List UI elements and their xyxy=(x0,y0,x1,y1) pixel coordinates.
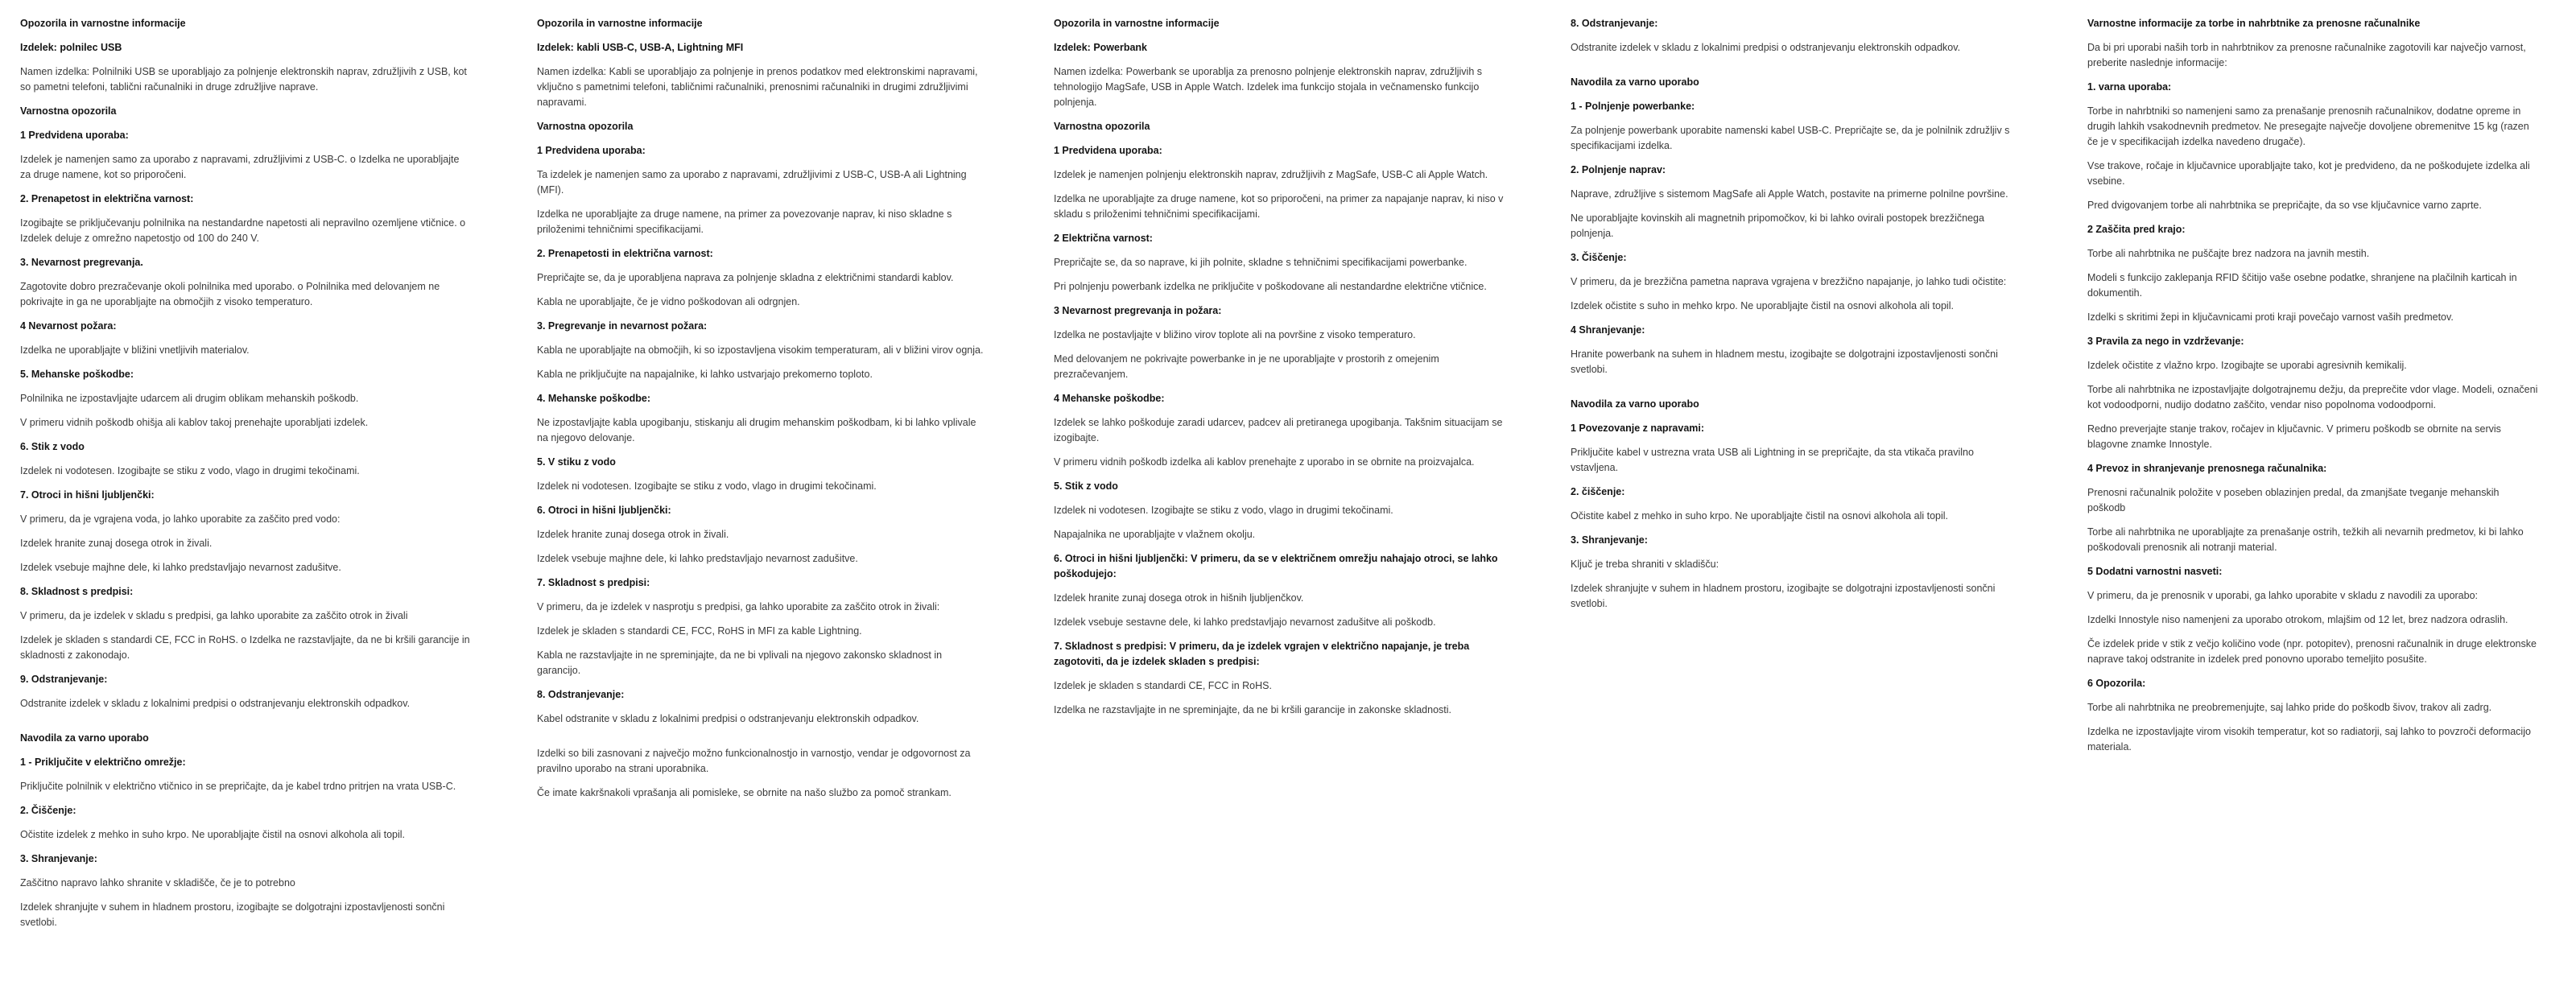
section-heading: 2 Električna varnost: xyxy=(1054,233,1153,244)
paragraph: V primeru, da je brezžična pametna naprava vgrajena v brezžično napajanje, jo lahko tudi očistite: xyxy=(1571,276,2007,287)
paragraph: Med delovanjem ne pokrivajte powerbanke in je ne uporabljajte v prostorih z omejenim prezračevanjem. xyxy=(1054,353,1439,380)
paragraph: Odstranite izdelek v skladu z lokalnimi predpisi o odstranjevanju elektronskih odpadkov. xyxy=(20,698,411,709)
section-heading: Navodila za varno uporabo xyxy=(1571,76,1699,88)
section-heading: Opozorila in varnostne informacije xyxy=(20,18,186,29)
paragraph: Očistite kabel z mehko in suho krpo. Ne uporabljajte čistil na osnovi alkohola ali topil. xyxy=(1571,510,1948,522)
paragraph: Kabel odstranite v skladu z lokalnimi predpisi o odstranjevanju elektronskih odpadkov. xyxy=(537,713,919,724)
section-heading: 2. Polnjenje naprav: xyxy=(1571,164,1666,175)
paragraph: V primeru, da je vgrajena voda, jo lahko uporabite za zaščito pred vodo: xyxy=(20,513,341,525)
section-heading: 1 Predvidena uporaba: xyxy=(1054,145,1162,156)
paragraph: Kabla ne uporabljajte, če je vidno poškodovan ali odrgnjen. xyxy=(537,296,800,307)
paragraph: Vse trakove, ročaje in ključavnice uporabljajte tako, kot je predvideno, da ne poškodujete izdelka ali vsebine. xyxy=(2087,160,2530,187)
paragraph: Izdelek ni vodotesen. Izogibajte se stiku z vodo, vlago in drugimi tekočinami. xyxy=(537,480,877,492)
paragraph: Torbe ali nahrbtnika ne uporabljajte za prenašanje ostrih, težkih ali nevarnih predmetov, ki bi lahko poškodovali prenosnik ali notranji material. xyxy=(2087,526,2524,553)
paragraph: Zagotovite dobro prezračevanje okoli polnilnika med uporabo. o Polnilnika med delovanjem ne pokrivajte in ga ne uporabljajte na območjih z visoko temperaturo. xyxy=(20,281,440,307)
paragraph: Izogibajte se priključevanju polnilnika na nestandardne napetosti ali nepravilno ozemljene vtičnice. o Izdelek deluje z omrežno napetostjo od 100 do 240 V. xyxy=(20,217,466,244)
paragraph: Modeli s funkcijo zaklepanja RFID ščitijo vaše osebne podatke, shranjene na plačilnih karticah in dokumentih. xyxy=(2087,272,2517,299)
section-heading: 8. Odstranjevanje: xyxy=(1571,18,1658,29)
section-heading: 7. Skladnost s predpisi: xyxy=(537,577,650,588)
paragraph: Izdelek je skladen s standardi CE, FCC in RoHS. o Izdelka ne razstavljajte, da ne bi kršili garancije in skladnosti z zakonodajo. xyxy=(20,634,470,661)
paragraph: V primeru, da je izdelek v nasprotju s predpisi, ga lahko uporabite za zaščito otrok in živali: xyxy=(537,601,940,612)
section-heading: 8. Skladnost s predpisi: xyxy=(20,586,134,597)
section-heading: 6. Otroci in hišni ljubljenčki: xyxy=(537,505,671,516)
section-heading: 5. V stiku z vodo xyxy=(537,456,616,468)
paragraph: Izdelek shranjujte v suhem in hladnem prostoru, izogibajte se dolgotrajni izpostavljenosti sončni svetlobi. xyxy=(20,901,445,928)
text-column-3 xyxy=(1054,16,1505,1006)
section-heading: 2 Zaščita pred krajo: xyxy=(2087,224,2186,235)
paragraph: Izdelek vsebuje majhne dele, ki lahko predstavljajo nevarnost zadušitve. xyxy=(537,553,858,564)
text-column-2 xyxy=(537,16,988,1006)
paragraph: Polnilnika ne izpostavljajte udarcem ali drugim oblikam mehanskih poškodb. xyxy=(20,393,359,404)
paragraph: Izdelka ne postavljajte v bližino virov toplote ali na površine z visoko temperaturo. xyxy=(1054,329,1416,340)
section-heading: 1 Predvidena uporaba: xyxy=(537,145,646,156)
paragraph: Izdelek očistite s suho in mehko krpo. Ne uporabljajte čistil na osnovi alkohola ali topil. xyxy=(1571,300,1954,311)
section-heading: 6. Stik z vodo xyxy=(20,441,85,452)
paragraph: Namen izdelka: Polnilniki USB se uporabljajo za polnjenje elektronskih naprav, združljivih z USB, kot so pametni telefoni, tablični računalniki in druge združljive naprave. xyxy=(20,66,467,93)
paragraph: Napajalnika ne uporabljajte v vlažnem okolju. xyxy=(1054,529,1256,540)
section-heading: 4 Mehanske poškodbe: xyxy=(1054,393,1165,404)
section-heading: 2. čiščenje: xyxy=(1571,486,1625,497)
paragraph: Izdelek hranite zunaj dosega otrok in živali. xyxy=(537,529,729,540)
paragraph: Izdelek je namenjen polnjenju elektronskih naprav, združljivih z MagSafe, USB-C ali Apple Watch. xyxy=(1054,169,1488,180)
section-heading: 1 Povezovanje z napravami: xyxy=(1571,423,1705,434)
section-heading: 2. Prenapetost in električna varnost: xyxy=(20,193,194,204)
paragraph: Izdelek ni vodotesen. Izogibajte se stiku z vodo, vlago in drugimi tekočinami. xyxy=(1054,505,1393,516)
paragraph: Izdelek očistite z vlažno krpo. Izogibajte se uporabi agresivnih kemikalij. xyxy=(2087,360,2407,371)
section-heading: 3. Pregrevanje in nevarnost požara: xyxy=(537,320,708,332)
paragraph: Izdelka ne uporabljajte za druge namene, na primer za povezovanje naprav, ki niso skladne s priloženimi tehničnimi specifikacijami. xyxy=(537,208,952,235)
paragraph: Izdelek vsebuje sestavne dele, ki lahko predstavljajo nevarnost zadušitve ali poškodb. xyxy=(1054,616,1436,628)
paragraph: Izdelek hranite zunaj dosega otrok in hišnih ljubljenčkov. xyxy=(1054,592,1304,604)
paragraph: Redno preverjajte stanje trakov, ročajev in ključavnic. V primeru poškodb se obrnite na servis blagovne znamke Innostyle. xyxy=(2087,423,2501,450)
paragraph: Izdelek ni vodotesen. Izogibajte se stiku z vodo, vlago in drugimi tekočinami. xyxy=(20,465,360,476)
section-heading: 7. Otroci in hišni ljubljenčki: xyxy=(20,489,155,501)
paragraph: Za polnjenje powerbank uporabite namenski kabel USB-C. Prepričajte se, da je polnilnik združljiv s specifikacijami izdelka. xyxy=(1571,125,2010,151)
paragraph: Izdelek shranjujte v suhem in hladnem prostoru, izogibajte se dolgotrajni izpostavljenosti sončni svetlobi. xyxy=(1571,583,1996,609)
section-heading: 5. Mehanske poškodbe: xyxy=(20,369,134,380)
section-heading: 5. Stik z vodo xyxy=(1054,480,1118,492)
paragraph: Hranite powerbank na suhem in hladnem mestu, izogibajte se dolgotrajni izpostavljenosti sončni svetlobi. xyxy=(1571,348,1998,375)
paragraph: Izdelek je skladen s standardi CE, FCC, RoHS in MFI za kable Lightning. xyxy=(537,625,862,637)
section-heading: 3. Nevarnost pregrevanja. xyxy=(20,257,143,268)
section-heading: Izdelek: polnilec USB xyxy=(20,42,122,53)
paragraph: Ključ je treba shraniti v skladišču: xyxy=(1571,559,1719,570)
paragraph: Kabla ne uporabljajte na območjih, ki so izpostavljena visokim temperaturam, ali v bližini virov ognja. xyxy=(537,344,984,356)
paragraph: Prepričajte se, da so naprave, ki jih polnite, skladne s tehničnimi specifikacijami powerbanke. xyxy=(1054,257,1468,268)
section-heading: 3 Pravila za nego in vzdrževanje: xyxy=(2087,336,2244,347)
section-heading: Izdelek: Powerbank xyxy=(1054,42,1148,53)
paragraph: Izdelki so bili zasnovani z največjo možno funkcionalnostjo in varnostjo, vendar je odgovornost za pravilno uporabo na strani uporabnika. xyxy=(537,748,971,774)
section-heading: 6 Opozorila: xyxy=(2087,678,2146,689)
paragraph: Izdelki Innostyle niso namenjeni za uporabo otrokom, mlajšim od 12 let, brez nadzora odraslih. xyxy=(2087,614,2508,625)
section-heading: 1 - Priključite v električno omrežje: xyxy=(20,757,186,768)
paragraph: V primeru, da je izdelek v skladu s predpisi, ga lahko uporabite za zaščito otrok in živali xyxy=(20,610,408,621)
section-heading: 1. varna uporaba: xyxy=(2087,81,2172,93)
paragraph: Izdelka ne uporabljajte za druge namene, kot so priporočeni, na primer za napajanje naprav, ki niso v skladu s priloženimi tehničnimi specifikacijami. xyxy=(1054,193,1504,220)
paragraph: Izdelek hranite zunaj dosega otrok in živali. xyxy=(20,538,213,549)
section-heading: Varnostne informacije za torbe in nahrbtnike za prenosne računalnike xyxy=(2087,18,2421,29)
paragraph: Kabla ne priključujte na napajalnike, ki lahko ustvarjajo prekomerno toploto. xyxy=(537,369,873,380)
paragraph: V primeru, da je prenosnik v uporabi, ga lahko uporabite v skladu z navodili za uporabo: xyxy=(2087,590,2479,601)
section-heading: 1 - Polnjenje powerbanke: xyxy=(1571,101,1695,112)
paragraph: Očistite izdelek z mehko in suho krpo. Ne uporabljajte čistil na osnovi alkohola ali topil. xyxy=(20,829,406,840)
paragraph: Torbe in nahrbtniki so namenjeni samo za prenašanje prenosnih računalnikov, dodatne opreme in drugih lahkih vsakodnevnih predmetov. Ne presegajte največje dovoljene obremenitve 15 kg (razen če je v specifikacijah izdelka navedeno drugače). xyxy=(2087,105,2529,147)
section-heading: Navodila za varno uporabo xyxy=(20,732,149,744)
paragraph: Izdelka ne uporabljajte v bližini vnetljivih materialov. xyxy=(20,344,250,356)
paragraph: Priključite polnilnik v električno vtičnico in se prepričajte, da je kabel trdno pritrjen na vrata USB-C. xyxy=(20,781,456,792)
section-heading: 1 Predvidena uporaba: xyxy=(20,130,129,141)
section-heading: 5 Dodatni varnostni nasveti: xyxy=(2087,566,2223,577)
paragraph: Izdelka ne razstavljajte in ne spreminjajte, da ne bi kršili garancije in zakonske skladnosti. xyxy=(1054,704,1452,715)
paragraph: Priključite kabel v ustrezna vrata USB ali Lightning in se prepričajte, da sta vtikača pravilno vstavljena. xyxy=(1571,447,1974,473)
section-heading: 4 Shranjevanje: xyxy=(1571,324,1645,336)
section-heading: 3. Shranjevanje: xyxy=(20,853,97,864)
paragraph: Izdelek se lahko poškoduje zaradi udarcev, padcev ali pretiranega upogibanja. Takšnim situacijam se izogibajte. xyxy=(1054,417,1503,443)
section-heading: 2. Prenapetosti in električna varnost: xyxy=(537,248,713,259)
paragraph: Izdelek je skladen s standardi CE, FCC in RoHS. xyxy=(1054,680,1272,691)
section-heading: 3. Shranjevanje: xyxy=(1571,534,1648,546)
section-heading: Varnostna opozorila xyxy=(1054,121,1150,132)
paragraph: Namen izdelka: Kabli se uporabljajo za polnjenje in prenos podatkov med elektronskimi napravami, vključno s pametnimi telefoni, tabličnimi računalniki, prenosnimi računalniki in drugimi združljivimi napravami. xyxy=(537,66,978,108)
section-heading: 6. Otroci in hišni ljubljenčki: V primeru, da se v električnem omrežju nahajajo otroci, se lahko poškodujejo: xyxy=(1054,553,1498,579)
paragraph: Torbe ali nahrbtnika ne preobremenjujte, saj lahko pride do poškodb šivov, trakov ali zadrg. xyxy=(2087,702,2492,713)
section-heading: 4 Prevoz in shranjevanje prenosnega računalnika: xyxy=(2087,463,2327,474)
section-heading: Navodila za varno uporabo xyxy=(1571,398,1699,410)
paragraph: Če imate kakršnakoli vprašanja ali pomisleke, se obrnite na našo službo za pomoč strankam. xyxy=(537,787,952,798)
paragraph: Pri polnjenju powerbank izdelka ne priključite v poškodovane ali nestandardne električne vtičnice. xyxy=(1054,281,1487,292)
section-heading: 7. Skladnost s predpisi: V primeru, da je izdelek vgrajen v električno napajanje, je treba zagotoviti, da je izdelek skladen s predpisi: xyxy=(1054,641,1470,667)
paragraph: V primeru vidnih poškodb izdelka ali kablov prenehajte z uporabo in se obrnite na proizvajalca. xyxy=(1054,456,1475,468)
paragraph: Kabla ne razstavljajte in ne spreminjajte, da ne bi vplivali na njegovo zakonsko skladnost in garancijo. xyxy=(537,649,943,676)
paragraph: Da bi pri uporabi naših torb in nahrbtnikov za prenosne računalnike zagotovili kar največjo varnost, preberite naslednje informacije: xyxy=(2087,42,2526,68)
paragraph: Ne uporabljajte kovinskih ali magnetnih pripomočkov, ki bi lahko ovirali postopek brezžičnega polnjenja. xyxy=(1571,212,1984,239)
section-heading: 3. Čiščenje: xyxy=(1571,252,1627,263)
paragraph: Torbe ali nahrbtnika ne izpostavljajte dolgotrajnemu dežju, da preprečite vdor vlage. Modeli, označeni kot vodoodporni, nudijo dodatno zaščito, vendar niso popolnoma vodoodporni. xyxy=(2087,384,2538,410)
section-heading: Varnostna opozorila xyxy=(537,121,634,132)
text-column-4 xyxy=(1571,16,2021,1006)
paragraph: V primeru vidnih poškodb ohišja ali kablov takoj prenehajte uporabljati izdelek. xyxy=(20,417,369,428)
paragraph: Namen izdelka: Powerbank se uporablja za prenosno polnjenje elektronskih naprav, združljivih s tehnologijo MagSafe, USB in Apple Watch. Izdelek ima funkcijo stojala in večnamensko funkcijo polnjenja. xyxy=(1054,66,1483,108)
section-heading: Opozorila in varnostne informacije xyxy=(537,18,703,29)
paragraph: Izdelka ne izpostavljajte virom visokih temperatur, kot so radiatorji, saj lahko to povzroči deformacijo materiala. xyxy=(2087,726,2531,752)
paragraph: Odstranite izdelek v skladu z lokalnimi predpisi o odstranjevanju elektronskih odpadkov. xyxy=(1571,42,1961,53)
section-heading: Opozorila in varnostne informacije xyxy=(1054,18,1220,29)
section-heading: 8. Odstranjevanje: xyxy=(537,689,625,700)
section-heading: 3 Nevarnost pregrevanja in požara: xyxy=(1054,305,1222,316)
paragraph: Prepričajte se, da je uporabljena naprava za polnjenje skladna z električnimi standardi kablov. xyxy=(537,272,954,283)
section-heading: 4. Mehanske poškodbe: xyxy=(537,393,651,404)
paragraph: Izdelki s skritimi žepi in ključavnicami proti kraji povečajo varnost vaših predmetov. xyxy=(2087,311,2454,323)
text-column-5 xyxy=(2087,16,2538,1006)
paragraph: Če izdelek pride v stik z večjo količino vode (npr. potopitev), prenosni računalnik in druge elektronske naprave takoj odstranite in izdelek pred ponovno uporabo temeljito posušite. xyxy=(2087,638,2537,665)
section-heading: 4 Nevarnost požara: xyxy=(20,320,117,332)
section-heading: Izdelek: kabli USB-C, USB-A, Lightning MFI xyxy=(537,42,744,53)
section-heading: Varnostna opozorila xyxy=(20,105,117,117)
section-heading: 2. Čiščenje: xyxy=(20,805,76,816)
paragraph: Izdelek vsebuje majhne dele, ki lahko predstavljajo nevarnost zadušitve. xyxy=(20,562,341,573)
paragraph: Pred dvigovanjem torbe ali nahrbtnika se prepričajte, da so vse ključavnice varno zaprte. xyxy=(2087,200,2482,211)
paragraph: Torbe ali nahrbtnika ne puščajte brez nadzora na javnih mestih. xyxy=(2087,248,2370,259)
text-column-1 xyxy=(20,16,471,1006)
paragraph: Zaščitno napravo lahko shranite v skladišče, če je to potrebno xyxy=(20,877,295,888)
paragraph: Ta izdelek je namenjen samo za uporabo z napravami, združljivimi z USB-C, USB-A ali Lightning (MFI). xyxy=(537,169,967,196)
section-heading: 9. Odstranjevanje: xyxy=(20,674,108,685)
paragraph: Prenosni računalnik položite v poseben oblazinjen predal, da zmanjšate tveganje mehanskih poškodb xyxy=(2087,487,2500,513)
paragraph: Naprave, združljive s sistemom MagSafe ali Apple Watch, postavite na primerne polnilne površine. xyxy=(1571,188,2008,200)
paragraph: Izdelek je namenjen samo za uporabo z napravami, združljivimi z USB-C. o Izdelka ne uporabljajte za druge namene, kot so priporočeni. xyxy=(20,154,460,180)
paragraph: Ne izpostavljajte kabla upogibanju, stiskanju ali drugim mehanskim poškodbam, ki bi lahko vplivale na njegovo delovanje. xyxy=(537,417,976,443)
